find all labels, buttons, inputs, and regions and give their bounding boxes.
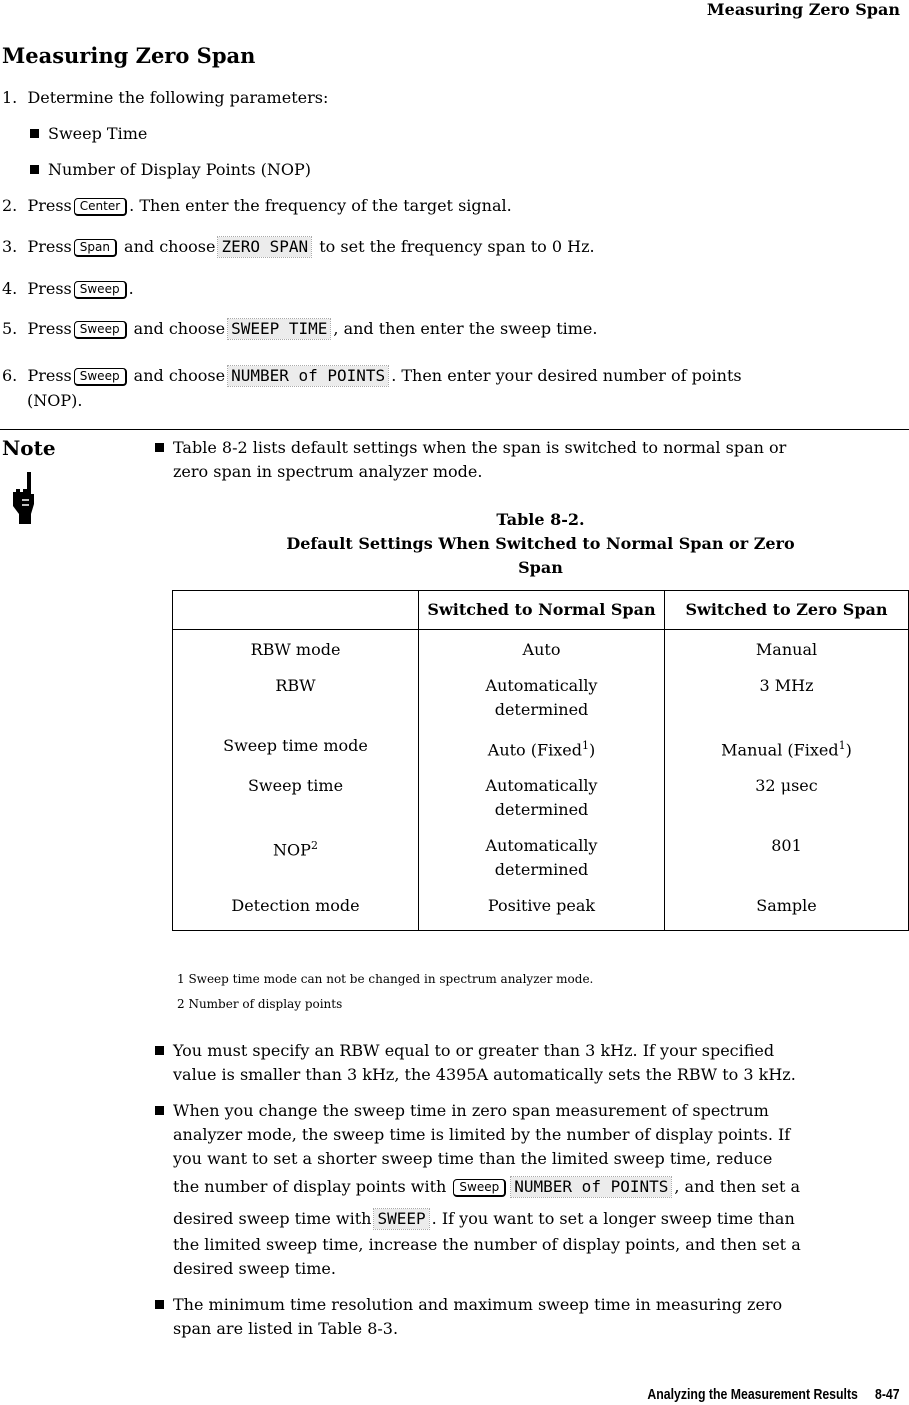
note-text: analyzer mode, the sweep time is limited by the number of display points. If [173,1125,791,1144]
zero-span-softkey[interactable]: ZERO SPAN [218,237,311,257]
bullet-icon [155,1106,164,1115]
table-header: Switched to Normal Span [419,591,665,630]
section-title: Measuring Zero Span [2,43,256,68]
pointing-hand-icon [10,470,44,526]
page-footer: Analyzing the Measurement Results 8-47 [647,1386,900,1403]
table-row: RBW mode Auto Manual [173,630,909,675]
bullet-icon [155,443,164,452]
step-6-cont: (NOP). [27,391,83,410]
step-6: 6. Press Sweep and choose NUMBER of POINTS . Then enter your desired number of points [2,366,742,385]
note-text: desired sweep time. [173,1259,336,1278]
sweep-key[interactable]: Sweep [74,321,127,339]
note-text: desired sweep time with SWEEP . If you want to set a longer sweep time than [173,1209,795,1228]
bullet-icon [155,1046,164,1055]
table-caption-title: Span [518,558,563,577]
table-row: Sweep time Automatically determined 32 μsec [173,774,909,834]
note-text: the number of display points with Sweep NUMBER of POINTS , and then set a [173,1177,801,1196]
note-text: the limited sweep time, increase the number of display points, and then set a [173,1235,801,1254]
note-label: Note [2,436,56,460]
sweep-key[interactable]: Sweep [453,1179,506,1197]
bullet-icon [30,129,39,138]
step-3: 3. Press Span and choose ZERO SPAN to set the frequency span to 0 Hz. [2,237,595,256]
sweep-time-softkey[interactable]: SWEEP TIME [228,319,330,339]
table-row: Sweep time mode Auto (Fixed$^1$) Manual (Fixed$^1$) [173,734,909,774]
running-header: Measuring Zero Span [706,0,900,19]
table-row: Detection mode Positive peak Sample [173,894,909,931]
note-text: span are listed in Table 8-3. [173,1319,399,1338]
note-bullet-3: When you change the sweep time in zero span measurement of spectrum [155,1099,769,1123]
table-row: NOP$^2$ Automatically determined 801 [173,834,909,894]
span-key[interactable]: Span [74,239,117,257]
note-bullet-4: The minimum time resolution and maximum sweep time in measuring zero [155,1293,782,1317]
footnote: 2 Number of display points [177,997,343,1011]
step-5: 5. Press Sweep and choose SWEEP TIME , and then enter the sweep time. [2,319,598,338]
sweep-softkey[interactable]: SWEEP [374,1209,428,1229]
number-of-points-softkey[interactable]: NUMBER of POINTS [511,1177,671,1197]
sweep-key[interactable]: Sweep [74,281,127,299]
table-header: Switched to Zero Span [665,591,909,630]
number-of-points-softkey[interactable]: NUMBER of POINTS [228,366,388,386]
center-key[interactable]: Center [74,198,127,216]
table-caption-number: Table 8-2. [496,510,585,529]
bullet-icon [30,165,39,174]
table-row: RBW Automatically determined 3 MHz [173,674,909,734]
sweep-key[interactable]: Sweep [74,368,127,386]
divider [0,429,909,430]
step-1-bullet: Sweep Time [30,122,147,146]
note-text: value is smaller than 3 kHz, the 4395A automatically sets the RBW to 3 kHz. [173,1065,796,1084]
step-1: 1. Determine the following parameters: [2,88,329,107]
note-text: zero span in spectrum analyzer mode. [173,462,483,481]
step-4: 4. Press Sweep . [2,279,134,298]
note-bullet-1: Table 8-2 lists default settings when the span is switched to normal span or [155,436,786,460]
table-caption-title: Default Settings When Switched to Normal Span or Zero [286,534,795,553]
note-bullet-2: You must specify an RBW equal to or greater than 3 kHz. If your specified [155,1039,774,1063]
default-settings-table [172,590,909,931]
bullet-icon [155,1300,164,1309]
table-header [173,591,419,630]
step-2: 2. Press Center . Then enter the frequency of the target signal. [2,196,512,215]
step-1-bullet: Number of Display Points (NOP) [30,158,311,182]
footnote: 1 Sweep time mode can not be changed in spectrum analyzer mode. [177,972,594,986]
note-text: you want to set a shorter sweep time than the limited sweep time, reduce [173,1149,773,1168]
